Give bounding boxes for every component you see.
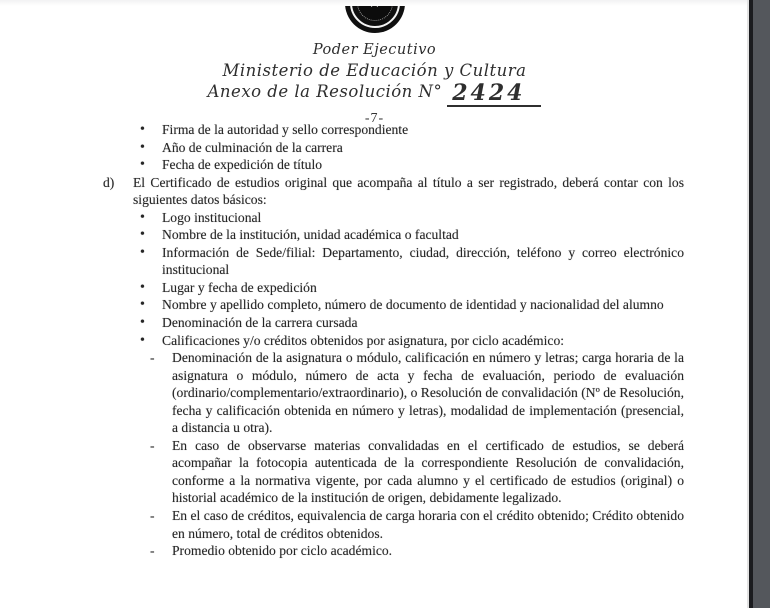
screen-top-band bbox=[0, 0, 770, 6]
top-bullet-text: Fecha de expedición de título bbox=[162, 157, 323, 173]
item-d-label: d) bbox=[103, 174, 115, 190]
certificate-bullet-text: Lugar y fecha de expedición bbox=[162, 279, 317, 295]
sub-dash-item bbox=[150, 349, 684, 437]
sub-dash-text: Denominación de la asignatura o módulo, calificación en número y letras; carga horaria de la asignatura o módulo, número de acta y fecha de evaluación, periodo de evaluación (ordinario/complementario/extraordinario), o Resolución de convalidación (Nº de Resolución, fecha y calificación obtenida en número y letras), modalidad de implementación (presencial, a distancia u otra). bbox=[172, 350, 684, 436]
certificate-bullet-item bbox=[140, 296, 684, 314]
document-body bbox=[103, 121, 684, 560]
document-header bbox=[0, 0, 749, 127]
bullet-icon: • bbox=[140, 244, 145, 260]
sub-dash-item bbox=[150, 437, 684, 507]
certificate-bullet-text: Denominación de la carrera cursada bbox=[162, 315, 358, 331]
certificate-bullet-item bbox=[140, 244, 684, 279]
certificate-bullet-item bbox=[140, 209, 684, 227]
sub-dash-item bbox=[150, 507, 684, 542]
bullet-icon: • bbox=[140, 209, 145, 225]
item-d bbox=[103, 174, 684, 209]
top-bullet-item bbox=[140, 121, 684, 139]
certificate-bullet-item bbox=[140, 226, 684, 244]
sub-dash-text: Promedio obtenido por ciclo académico. bbox=[172, 543, 393, 559]
anexo-label: Anexo de la Resolución N° bbox=[207, 82, 443, 101]
bullet-icon: • bbox=[140, 315, 145, 331]
dash-icon: - bbox=[150, 350, 155, 366]
header-line-anexo bbox=[0, 82, 749, 107]
bullet-icon: • bbox=[140, 139, 145, 155]
header-line-ministerio: Ministerio de Educación y Cultura bbox=[222, 61, 527, 80]
sub-dash-text: En caso de observarse materias convalidadas en el certificado de estudios, se deberá acompañar la fotocopia autenticada de la correspondiente Resolución de convalidación, conforme a la normativa vigente, por cada alumno y el certificado de estudios (original) o historial académico de la institución de origen, debidamente legalizado. bbox=[172, 437, 684, 506]
certificate-bullet-text: Nombre de la institución, unidad académica o facultad bbox=[162, 227, 459, 243]
dash-icon: - bbox=[150, 543, 155, 559]
certificate-bullet-item bbox=[140, 279, 684, 297]
page-number: -7- bbox=[364, 111, 385, 126]
certificate-bullet-text: Logo institucional bbox=[162, 209, 262, 225]
viewer-backdrop bbox=[749, 0, 770, 608]
dash-icon: - bbox=[150, 508, 155, 524]
item-d-text: El Certificado de estudios original que acompaña al título a ser registrado, deberá contar con los siguientes datos básicos: bbox=[133, 174, 684, 208]
top-bullet-text: Firma de la autoridad y sello correspondiente bbox=[162, 122, 409, 137]
top-bullet-item bbox=[140, 139, 684, 157]
header-line-poder-ejecutivo: Poder Ejecutivo bbox=[312, 42, 437, 58]
top-bullet-item bbox=[140, 156, 684, 174]
certificate-bullet-item bbox=[140, 314, 684, 332]
bullet-icon: • bbox=[140, 157, 145, 173]
sub-dash-text: En el caso de créditos, equivalencia de carga horaria con el crédito obtenido; Crédito obtenido en número, total de créditos obtenidos. bbox=[172, 508, 684, 541]
bullet-icon: • bbox=[140, 279, 145, 295]
resolution-number: 2424 bbox=[447, 82, 541, 107]
certificate-bullet-text: Información de Sede/filial: Departamento, ciudad, dirección, teléfono y correo electrónico institucional bbox=[162, 244, 684, 278]
certificate-bullet-item bbox=[140, 332, 684, 350]
bullet-icon: • bbox=[140, 332, 145, 348]
top-bullet-text: Año de culminación de la carrera bbox=[162, 139, 343, 155]
dash-icon: - bbox=[150, 437, 155, 453]
bullet-icon: • bbox=[140, 122, 145, 137]
certificate-bullet-text: Calificaciones y/o créditos obtenidos por asignatura, por ciclo académico: bbox=[162, 332, 565, 348]
sub-dash-item bbox=[150, 542, 684, 560]
bullet-icon: • bbox=[140, 227, 145, 243]
certificate-bullet-text: Nombre y apellido completo, número de documento de identidad y nacionalidad del alumno bbox=[162, 297, 664, 313]
bullet-icon: • bbox=[140, 297, 145, 313]
